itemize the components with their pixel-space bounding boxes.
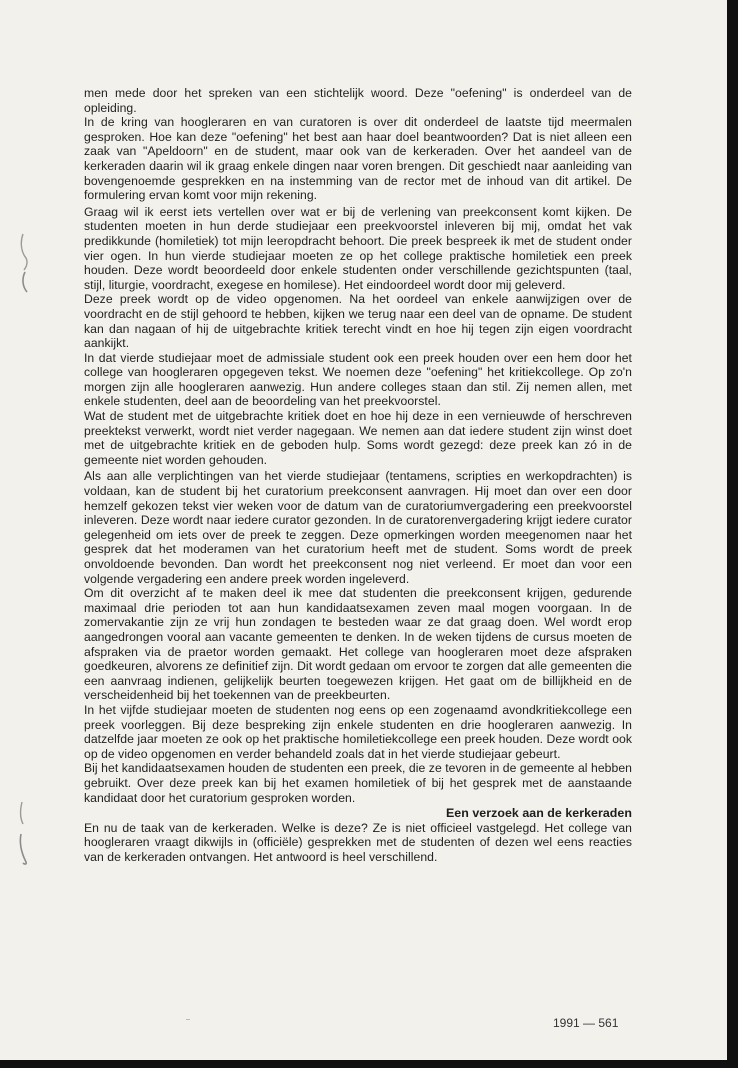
paragraph-1: men mede door het spreken van een stichtelijk woord. Deze "oefening" is onderdeel van de opleiding. [84,86,632,115]
scan-edge-bottom [0,1060,738,1068]
paragraph-6: Wat de student met de uitgebrachte kritiek doet en hoe hij deze in een vernieuwde of herschreven preektekst verwerkt, wordt niet verder nagegaan. We nemen aan dat iedere student zijn winst doet met de uitgebrachte kritiek en de geboden hulp. Soms wordt gezegd: deze preek kan zó in de gemeente niet worden gehouden. [84,409,632,467]
staple-mark-top-icon [18,232,32,294]
paragraph-3: Graag wil ik eerst iets vertellen over wat er bij de verlening van preekconsent komt kijken. De studenten moeten in hun derde studiejaar een preekvoorstel inleveren bij mij, omdat het vak predikkunde (homiletiek) tot mijn leeropdracht behoort. Die preek bespreek ik met de student onder vier ogen. In hun vierde studiejaar moeten ze op het college praktische homiletiek een preek houden. Deze wordt beoordeeld door enkele studenten onder verschillende gezichtspunten (taal, stijl, liturgie, voordracht, exegese en homilese). Het eindoordeel wordt door mij geleverd. [84,204,632,292]
paragraph-5: In dat vierde studiejaar moet de admissiale student ook een preek houden over een hem door het college van hoogleraren opgegeven tekst. We noemen deze "oefening" het kritiekcollege. Op zo'n morgen zijn alle hoogleraren aanwezig. Hun andere colleges staan dan stil. Zij nemen allen, met enkele studenten, deel aan de beoordeling van het preekvoorstel. [84,350,632,409]
paragraph-8: Om dit overzicht af te maken deel ik mee dat studenten die preekconsent krijgen, gedurende maximaal drie perioden tot aan hun kandidaatsexamen zeven maal mogen voorgaan. In de zomervakantie zijn ze vrij hun zondagen te besteden waar ze dat graag doen. Wel wordt erop aangedrongen vooral aan vacante gemeenten te denken. In de weken tijdens de cursus moeten de afspraken via de praetor worden gemaakt. Het college van hoogleraren moet deze afspraken goedkeuren, alvorens ze definitief zijn. Dit wordt gedaan om ervoor te zorgen dat alle gemeenten die een aanvraag indienen, gelijkelijk beurten toegewezen krijgen. Het gaat om de billijkheid en de verscheidenheid bij het toekennen van de preekbeurten. [84,586,632,703]
article-body [84,86,632,864]
paragraph-7: Als aan alle verplichtingen van het vierde studiejaar (tentamens, scripties en werkopdrachten) is voldaan, kan de student bij het curatorium preekconsent aanvragen. Hij moet dan over een door hemzelf gekozen tekst vier weken voor de datum van de curatoriumvergadering een preekvoorstel inleveren. Deze wordt naar iedere curator gezonden. In de curatorenvergadering krijgt iedere curator gelegenheid om iets over de preek te zeggen. Deze opmerkingen worden meegenomen naar het gesprek dat het moderamen van het curatorium heeft met de student. Soms wordt de preek onvoldoende bevonden. Dan wordt het preekconsent nog niet verleend. Er moet dan voor een volgende vergadering een andere preek worden ingeleverd. [84,469,632,586]
staple-mark-bottom-icon [16,800,30,866]
section-heading: Een verzoek aan de kerkeraden [445,806,632,821]
paragraph-10: Bij het kandidaatsexamen houden de studenten een preek, die ze tevoren in de gemeente al hebben gebruikt. Over deze preek kan bij het examen homiletiek of bij het gesprek met de aanstaande kandidaat door het curatorium gesproken worden. [84,761,632,805]
scan-speck [186,1019,190,1020]
scan-edge-right [727,0,738,1068]
paragraph-4: Deze preek wordt op de video opgenomen. Na het oordeel van enkele aanwijzigen over de voordracht en de stijl gehoord te hebben, kijken we terug naar een deel van de opname. De student kan dan nagaan of hij de uitgebrachte kritiek terecht vindt en hoe hij tegen zijn eigen voordracht aankijkt. [84,292,632,351]
paragraph-9: In het vijfde studiejaar moeten de studenten nog eens op een zogenaamd avondkritiekcollege een preek voorleggen. Bij deze bespreking zijn enkele studenten en drie hoogleraren aanwezig. In datzelfde jaar moeten ze ook op het praktische homiletiekcollege een preek houden. Deze wordt ook op de video opgenomen en verder behandeld zoals dat in het vierde studiejaar gebeurt. [84,702,632,761]
paragraph-2: In de kring van hoogleraren en van curatoren is over dit onderdeel de laatste tijd meermalen gesproken. Hoe kan deze "oefening" het best aan haar doel beantwoorden? Dat is niet alleen een zaak van "Apeldoorn" en de student, maar ook van de kerkeraden. Over het aandeel van de kerkeraden daarin wil ik graag enkele dingen naar voren brengen. Dit geschiedt naar aanleiding van bovengenoemde gesprekken en na instemming van de rector met de inhoud van dit artikel. De formulering ervan komt voor mijn rekening. [84,115,632,203]
paragraph-final: En nu de taak van de kerkeraden. Welke is deze? Ze is niet officieel vastgelegd. Het college van hoogleraren vraagt dikwijls in (officiële) gesprekken met de studenten of dezen wel eens reacties van de kerkeraden ontvangen. Het antwoord is heel verschillend. [84,820,632,864]
page-number: 1991 — 561 [553,1016,619,1030]
